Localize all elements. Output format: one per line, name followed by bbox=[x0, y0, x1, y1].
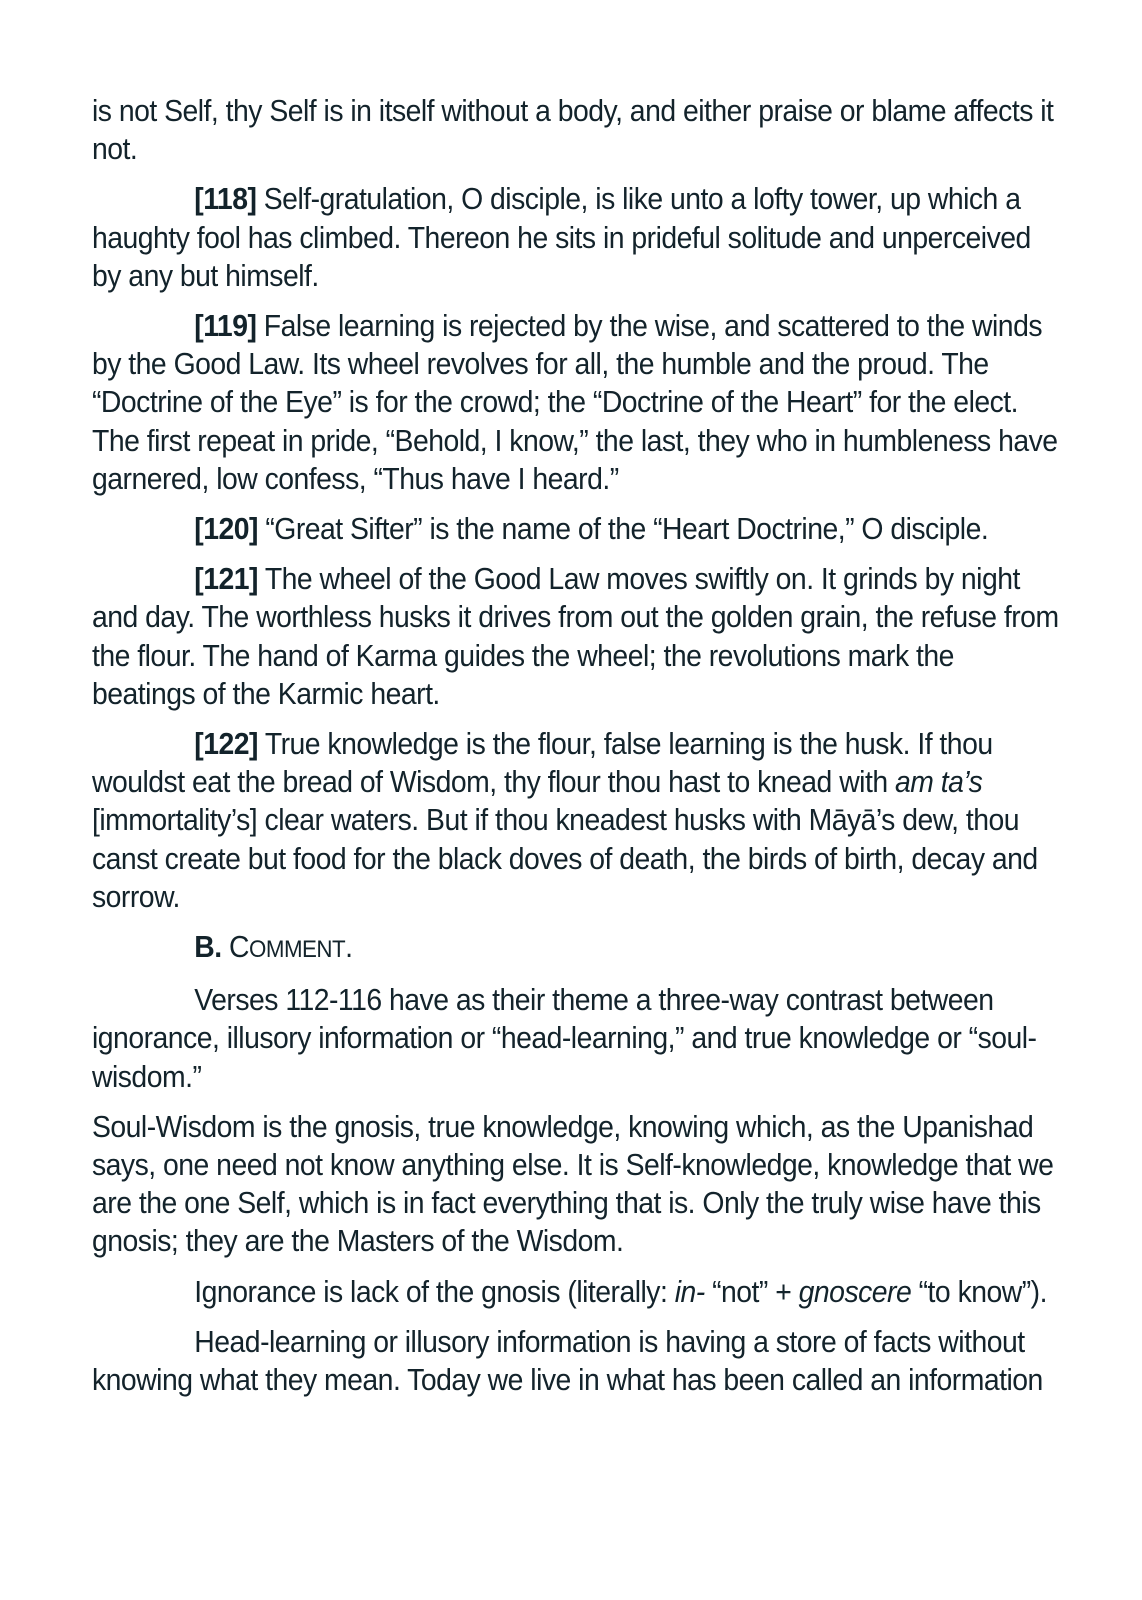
verse-119 bbox=[92, 307, 1060, 498]
text-segment: “not” + bbox=[704, 1274, 799, 1309]
verse-number: [121] bbox=[194, 562, 258, 597]
section-label: B. bbox=[194, 930, 222, 965]
comment-paragraph-1: Verses 112-116 have as their theme a three-way contrast between ignorance, illusory information or “head-learning,” and true knowledge or “soul-wisdom.” bbox=[92, 983, 1037, 1094]
verse-text-continued: [immortality’s] clear waters. But if thou kneadest husks with Māyā’s dew, thou canst create but food for the black doves of death, the birds of birth, decay and sorrow. bbox=[92, 803, 1038, 914]
verse-number: [118] bbox=[194, 182, 257, 217]
section-heading bbox=[92, 928, 1060, 969]
verse-number: [122] bbox=[194, 727, 258, 762]
verse-text: False learning is rejected by the wise, and scattered to the winds by the Good Law. Its wheel revolves for all, the humble and the proud. The “Doctrine of the Eye” is for the crowd; the “Doctrine of the Heart” for the elect. The first repeat in pride, “Behold, I know,” the last, they who in humbleness have garnered, low confess, “Thus have I heard.” bbox=[92, 309, 1058, 496]
verse-text: The wheel of the Good Law moves swiftly on. It grinds by night and day. The worthless husks it drives from out the golden grain, the refuse from the flour. The hand of Karma guides the wheel; the revolutions mark the beatings of the Karmic heart. bbox=[92, 562, 1059, 711]
verse-118 bbox=[92, 180, 1060, 295]
heading-smallcaps: OMMENT bbox=[249, 936, 346, 964]
verse-122 bbox=[92, 725, 1060, 916]
heading-initial: C bbox=[229, 930, 250, 965]
verse-text: Self-gratulation, O disciple, is like unto a lofty tower, up which a haughty fool has climbed. Thereon he sits in prideful solitude and unperceived by any but himself. bbox=[92, 182, 1031, 293]
verse-italic-term: am ta’s bbox=[894, 765, 983, 800]
italic-term: in- bbox=[674, 1274, 705, 1309]
heading-period: . bbox=[345, 930, 353, 965]
verse-number: [120] bbox=[194, 512, 258, 547]
comment-paragraph-3 bbox=[92, 1273, 1060, 1311]
verse-120 bbox=[92, 510, 1060, 548]
document-page bbox=[92, 92, 1060, 1411]
italic-term: gnoscere bbox=[798, 1274, 912, 1309]
comment-paragraph-2: Soul-Wisdom is the gnosis, true knowledge, knowing which, as the Upanishad says, one need not know anything else. It is Self-knowledge, knowledge that we are the one Self, which is in fact everything that is. Only the truly wise have this gnosis; they are the Masters of the Wisdom. bbox=[92, 1109, 1054, 1259]
verse-text: True knowledge is the flour, false learning is the husk. If thou wouldst eat the bread of Wisdom, thy flour thou hast to knead with bbox=[92, 727, 993, 800]
verse-text: “Great Sifter” is the name of the “Heart Doctrine,” O disciple. bbox=[257, 512, 989, 547]
paragraph-continuation: is not Self, thy Self is in itself without a body, and either praise or blame affects it not. bbox=[92, 94, 1054, 167]
verse-121 bbox=[92, 560, 1060, 713]
text-segment: “to know”). bbox=[911, 1274, 1047, 1309]
verse-number: [119] bbox=[194, 309, 257, 344]
text-segment: Ignorance is lack of the gnosis (literally: bbox=[194, 1274, 675, 1309]
comment-paragraph-4: Head-learning or illusory information is having a store of facts without knowing what they mean. Today we live in what has been called an information bbox=[92, 1324, 1043, 1398]
